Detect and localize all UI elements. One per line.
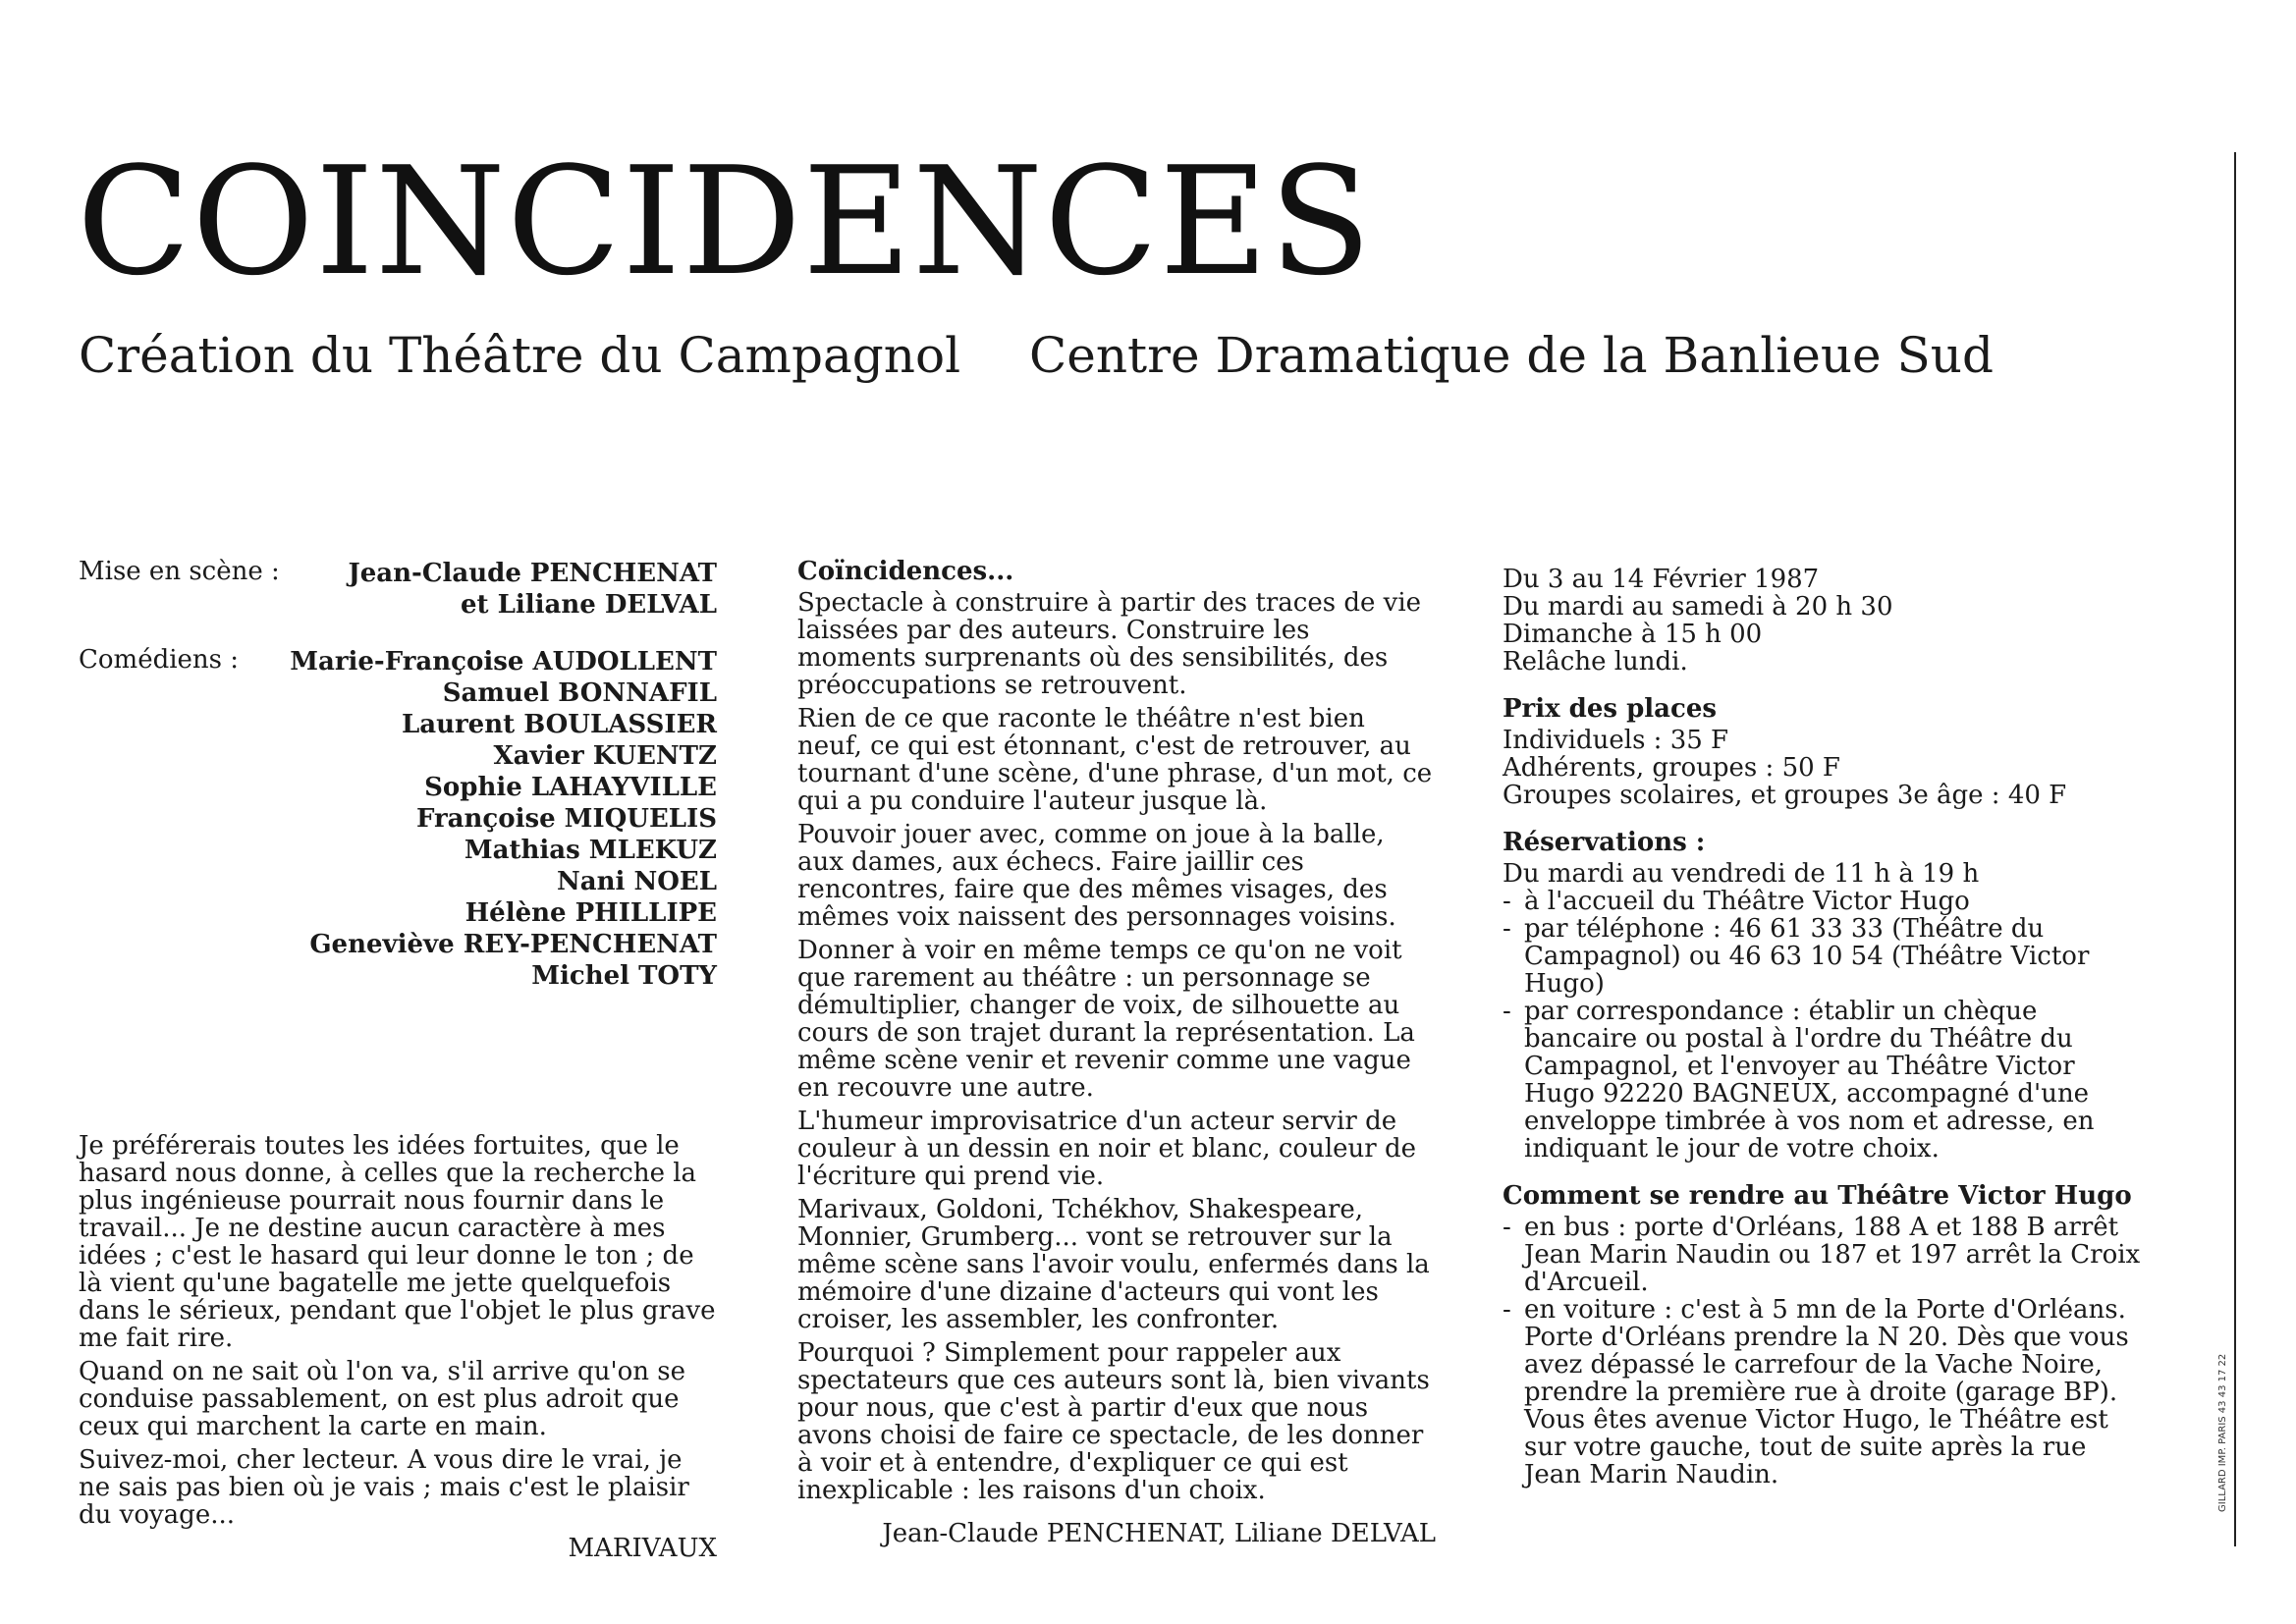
presentation-paragraph: Pouvoir jouer avec, comme on joue à la balle, aux dames, aux échecs. Faire jaillir ces rencontres, faire que des mêmes visages, des mêmes voix naissent des personnages voisins. <box>797 820 1396 932</box>
quote-author: MARIVAUX <box>568 1534 717 1563</box>
presentation-section <box>797 558 1436 1547</box>
director-name: Jean-Claude PENCHENAT <box>348 559 717 588</box>
actor-name: Mathias MLEKUZ <box>464 836 717 865</box>
presentation-paragraph: Marivaux, Goldoni, Tchékhov, Shakespeare, Monnier, Grumberg... vont se retrouver sur la même scène sans l'avoir voulu, enfermés dans la mémoire d'une dizaine d'acteurs qui vont les croiser, les assembler, les confronter. <box>797 1195 1430 1334</box>
actor-name: Françoise MIQUELIS <box>415 804 717 834</box>
direction-credit <box>79 558 717 621</box>
price-line: Individuels : 35 F <box>1503 726 1729 755</box>
schedule-line: Du mardi au samedi à 20 h 30 <box>1503 592 1893 622</box>
price-line: Groupes scolaires, et groupes 3e âge : 40 F <box>1503 781 2067 810</box>
credits-section <box>79 558 717 992</box>
director-list <box>294 558 717 621</box>
actor-name: Marie-Françoise AUDOLLENT <box>290 647 717 677</box>
schedule-block <box>1503 566 2151 676</box>
reservation-item: - par correspondance : établir un chèque bancaire ou postal à l'ordre du Théâtre du Campagnol, et l'envoyer au Théâtre Victor Hugo 92220 BAGNEUX, accompagné d'une enveloppe timbrée à vos nom et adresse, en indiquant le jour de votre choix. <box>1503 998 2151 1163</box>
subtitle-centre: Centre Dramatique de la Banlieue Sud <box>1029 327 1994 384</box>
presentation-paragraph: Donner à voir en même temps ce qu'on ne voit que rarement au théâtre : un personnage se démultiplier, changer de voix, de silhouette au cours de son trajet durant la représentation. La même scène venir et revenir comme une vague en recouvre une autre. <box>797 936 1415 1103</box>
schedule-line: Relâche lundi. <box>1503 647 1688 677</box>
quote-paragraph: Je préférerais toutes les idées fortuites, que le hasard nous donne, à celles que la recherche la plus ingénieuse pourrait nous fournir dans le travail... Je ne destine aucun caractère à mes idées ; c'est le hasard qui leur donne le ton ; de là vient qu'une bagatelle me jette quelquefois dans le sérieux, pendant que l'objet le plus grave me fait rire. <box>79 1131 716 1353</box>
schedule-line: Dimanche à 15 h 00 <box>1503 620 1763 649</box>
actor-name: Laurent BOULASSIER <box>401 710 717 739</box>
directions-heading: Comment se rendre au Théâtre Victor Hugo <box>1503 1181 2132 1211</box>
reservation-item: - par téléphone : 46 61 33 33 (Théâtre du Campagnol) ou 46 63 10 54 (Théâtre Victor Hugo) <box>1503 915 2151 998</box>
price-line: Adhérents, groupes : 50 F <box>1503 753 1840 783</box>
reservations-hours: Du mardi au vendredi de 11 h à 19 h <box>1503 859 1980 889</box>
prices-heading: Prix des places <box>1503 694 1718 724</box>
printer-mark: GILLARD IMP. PARIS 43 43 17 22 <box>2217 1353 2228 1512</box>
directions-item: - en bus : porte d'Orléans, 188 A et 188 B arrêt Jean Marin Naudin ou 187 et 197 arrêt la Croix d'Arcueil. <box>1503 1214 2151 1296</box>
page-title: COINCIDENCES <box>77 135 1373 308</box>
presentation-paragraph: Rien de ce que raconte le théâtre n'est bien neuf, ce qui est étonnant, c'est de retrouver, au tournant d'une scène, d'une phrase, d'un mot, ce qui a pu conduire l'auteur jusque là. <box>797 704 1433 816</box>
reservation-item: - à l'accueil du Théâtre Victor Hugo <box>1503 888 2151 915</box>
quote-paragraph: Quand on ne sait où l'on va, s'il arrive qu'on se conduise passablement, on est plus adroit que ceux qui marchent la carte en main. <box>79 1357 685 1441</box>
marivaux-quote <box>79 1132 717 1562</box>
presentation-heading: Coïncidences... <box>797 557 1014 586</box>
director-name: et Liliane DELVAL <box>460 590 717 620</box>
subtitle-creation: Création du Théâtre du Campagnol <box>79 327 961 384</box>
presentation-paragraph: Pourquoi ? Simplement pour rappeler aux spectateurs que ces auteurs sont là, bien vivants pour nous, que c'est à partir d'eux que nous avons choisi de faire ce spectacle, de les donner à voir et à entendre, d'expliquer ce qui est inexplicable : les raisons d'un choix. <box>797 1338 1430 1505</box>
actor-name: Geneviève REY-PENCHENAT <box>309 930 717 959</box>
actors-label: Comédiens : <box>79 645 240 675</box>
actor-list <box>252 646 717 992</box>
directions-item: - en voiture : c'est à 5 mn de la Porte d'Orléans. Porte d'Orléans prendre la N 20. Dès que vous avez dépassé le carrefour de la Vache Noire, prendre la première rue à droite (garage BP). Vous êtes avenue Victor Hugo, le Théâtre est sur votre gauche, tout de suite après la rue Jean Marin Naudin. <box>1503 1296 2151 1489</box>
presentation-signature: Jean-Claude PENCHENAT, Liliane DELVAL <box>882 1519 1436 1548</box>
actor-name: Michel TOTY <box>531 961 717 991</box>
practical-info-section <box>1503 566 2151 1489</box>
actor-name: Hélène PHILLIPE <box>465 898 717 928</box>
reservations-heading: Réservations : <box>1503 828 1706 857</box>
presentation-paragraph: Spectacle à construire à partir des traces de vie laissées par des auteurs. Construire les moments surprenants où des sensibilités, des préoccupations se retrouvent. <box>797 588 1422 700</box>
actors-credit <box>79 646 717 992</box>
actor-name: Nani NOEL <box>557 867 717 896</box>
presentation-paragraph: L'humeur improvisatrice d'un acteur servir de couleur à un dessin en noir et blanc, couleur de l'écriture qui prend vie. <box>797 1107 1416 1191</box>
direction-label: Mise en scène : <box>79 557 280 586</box>
actor-name: Sophie LAHAYVILLE <box>424 773 717 802</box>
actor-name: Xavier KUENTZ <box>493 741 717 771</box>
quote-paragraph: Suivez-moi, cher lecteur. A vous dire le vrai, je ne sais pas bien où je vais ; mais c'est le plaisir du voyage... <box>79 1445 689 1530</box>
reservations-list <box>1503 888 2151 1163</box>
schedule-line: Du 3 au 14 Février 1987 <box>1503 565 1820 594</box>
page-edge-line <box>2234 152 2236 1546</box>
actor-name: Samuel BONNAFIL <box>442 678 717 708</box>
directions-list <box>1503 1214 2151 1489</box>
